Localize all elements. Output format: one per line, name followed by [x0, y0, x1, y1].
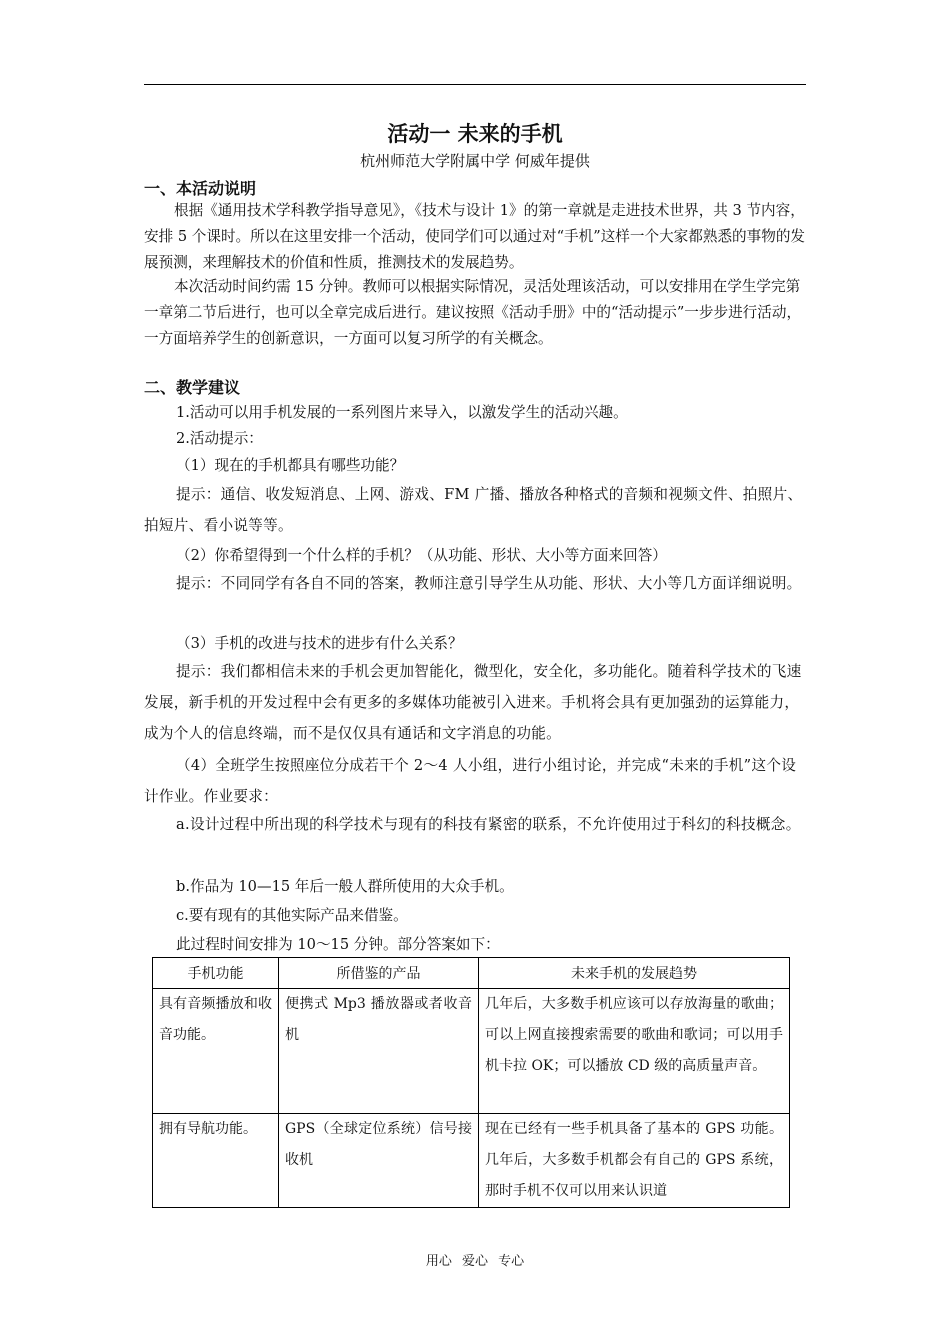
table-header-cell: 所借鉴的产品	[279, 958, 479, 989]
section-heading-activity-description: 一、本活动说明	[144, 179, 257, 198]
question-1: （1）现在的手机都具有哪些功能？	[176, 457, 405, 474]
hint-2: 提示：不同同学有各自不同的答案，教师注意引导学生从功能、形状、大小等几方面详细说明。	[176, 575, 802, 592]
table-header-cell: 手机功能	[153, 958, 279, 989]
section-heading-teaching-suggestions: 二、教学建议	[144, 378, 241, 397]
requirement-c: c.要有现有的其他实际产品来借鉴。	[176, 907, 408, 924]
document-title: 活动一 未来的手机	[387, 122, 563, 146]
table-cell: GPS（全球定位系统）信号接收机	[279, 1114, 479, 1208]
time-note: 此过程时间安排为 10～15 分钟。部分答案如下：	[176, 936, 500, 953]
table-header-row	[153, 958, 790, 989]
suggestion-item-2: 2.活动提示：	[176, 430, 263, 447]
suggestion-item-1: 1.活动可以用手机发展的一系列图片来导入，以激发学生的活动兴趣。	[176, 404, 628, 421]
table-cell: 便携式 Mp3 播放器或者收音机	[279, 989, 479, 1114]
header-rule	[144, 84, 806, 85]
paragraph-intro: 根据《通用技术学科教学指导意见》，《技术与设计 1》的第一章就是走进技术世界，共 3 节内容，安排 5 个课时。所以在这里安排一个活动，使同学们可以通过对“手机”这样一个大家都熟悉的事物的发展预测，来理解技术的价值和性质，推测技术的发展趋势。	[144, 202, 806, 271]
document-author-line: 杭州师范大学附属中学 何威年提供	[360, 152, 590, 170]
question-2: （2）你希望得到一个什么样的手机？（从功能、形状、大小等方面来回答）	[176, 547, 667, 564]
table-row	[153, 989, 790, 1114]
table-row	[153, 1114, 790, 1208]
table-cell: 现在已经有一些手机具备了基本的 GPS 功能。几年后，大多数手机都会有自己的 GPS 系统，那时手机不仅可以用来认识道	[479, 1114, 790, 1208]
question-3: （3）手机的改进与技术的进步有什么关系？	[176, 635, 463, 652]
table-header-cell: 未来手机的发展趋势	[479, 958, 790, 989]
table-cell: 几年后，大多数手机应该可以存放海量的歌曲；可以上网直接搜索需要的歌曲和歌词；可以用手机卡拉 OK；可以播放 CD 级的高质量声音。	[479, 989, 790, 1114]
page-footer: 用心 爱心 专心	[425, 1254, 525, 1269]
table-cell: 拥有导航功能。	[153, 1114, 279, 1208]
hint-3: 提示：我们都相信未来的手机会更加智能化，微型化，安全化，多功能化。随着科学技术的飞速发展，新手机的开发过程中会有更多的多媒体功能被引入进来。手机将会具有更加强劲的运算能力，成为个人的信息终端，而不是仅仅具有通话和文字消息的功能。	[144, 663, 802, 742]
answers-table	[152, 957, 790, 1208]
question-4: （4）全班学生按照座位分成若干个 2～4 人小组，进行小组讨论，并完成“未来的手机”这个设计作业。作业要求：	[144, 757, 797, 805]
requirement-a: a.设计过程中所出现的科学技术与现有的科技有紧密的联系，不允许使用过于科幻的科技概念。	[176, 816, 801, 833]
requirement-b: b.作品为 10—15 年后一般人群所使用的大众手机。	[176, 878, 514, 895]
hint-1: 提示：通信、收发短消息、上网、游戏、FM 广播、播放各种格式的音频和视频文件、拍照片、拍短片、看小说等等。	[144, 486, 803, 534]
table-cell: 具有音频播放和收音功能。	[153, 989, 279, 1114]
paragraph-timing: 本次活动时间约需 15 分钟。教师可以根据实际情况，灵活处理该活动，可以安排用在学生学完第一章第二节后进行，也可以全章完成后进行。建议按照《活动手册》中的“活动提示”一步步进行活动，一方面培养学生的创新意识，一方面可以复习所学的有关概念。	[144, 278, 802, 347]
